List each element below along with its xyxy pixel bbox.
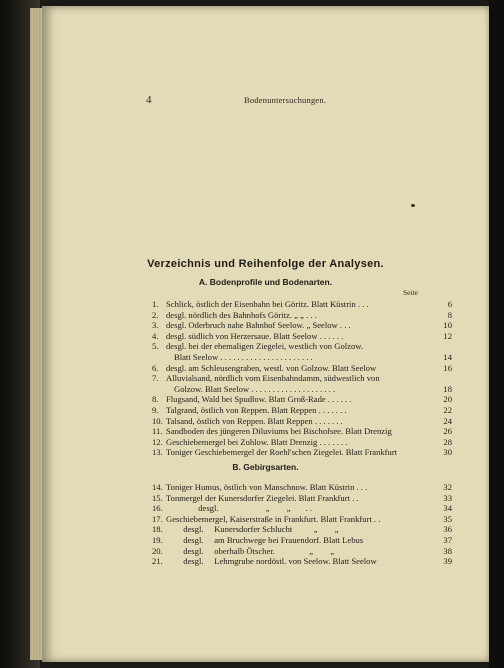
entry-number: 11. bbox=[152, 426, 163, 437]
entry-page: 26 bbox=[443, 426, 452, 437]
entry-page: 6 bbox=[447, 299, 452, 309]
entry-text: Tonmergel der Kunersdorfer Ziegelei. Blatt Frankfurt . . bbox=[166, 492, 359, 503]
entry-number: 8. bbox=[152, 394, 159, 405]
entry-text: Geschiebemergel bei Zohlow. Blatt Drenzig . . . . . . . bbox=[166, 436, 348, 447]
entry-text: desgl. bei der ehemaligen Ziegelei, westlich von Golzow. bbox=[166, 341, 364, 352]
entry-text: desgl. Lehmgrube nordöstl. von Seelow. Blatt Seelow bbox=[166, 556, 377, 567]
entry-text: desgl. „ „ . . bbox=[166, 503, 313, 514]
table-row bbox=[152, 394, 452, 405]
entry-number: 21. bbox=[152, 556, 163, 567]
table-row bbox=[152, 310, 452, 321]
entry-text: Flugsand, Wald bei Spudlow. Blatt Groß-Rade . . . . . . bbox=[166, 394, 352, 405]
table-row bbox=[152, 426, 452, 437]
entry-number: 10. bbox=[152, 415, 163, 426]
table-row bbox=[152, 352, 452, 363]
entry-number: 6. bbox=[152, 362, 159, 373]
table-row bbox=[152, 535, 452, 546]
entry-number: 12. bbox=[152, 436, 163, 447]
entry-text: desgl. südlich von Herzersaue. Blatt Seelow . . . . . . bbox=[166, 330, 344, 341]
table-row bbox=[152, 546, 452, 557]
ink-speck bbox=[411, 204, 415, 207]
table-row bbox=[152, 363, 452, 374]
entry-page: 30 bbox=[443, 447, 452, 458]
table-row bbox=[152, 503, 452, 514]
entry-number: 16. bbox=[152, 503, 163, 514]
entry-text: Schlick, östlich der Eisenbahn bei Göritz. Blatt Küstrin . . . bbox=[166, 299, 369, 309]
page-title: Verzeichnis und Reihenfolge der Analysen. bbox=[147, 258, 384, 270]
entry-text: Alluvialsand, nördlich vom Eisenbahndamm, südwestlich von bbox=[166, 373, 380, 384]
entry-text: Toniger Humus, östlich von Manschnow. Blatt Küstrin . . . bbox=[166, 482, 368, 492]
entry-text: desgl. oberhalb Ötscher. „ „ bbox=[166, 545, 335, 556]
table-row bbox=[152, 416, 452, 427]
entry-page: 33 bbox=[443, 492, 452, 503]
entry-text: desgl. Oderbruch nahe Bahnhof Seelow. „ Seelow . . . bbox=[166, 320, 351, 331]
table-row bbox=[152, 493, 452, 504]
entry-text: Toniger Geschiebemergel der Roehl'schen Ziegelei. Blatt Frankfurt bbox=[166, 447, 398, 458]
table-row bbox=[152, 341, 452, 352]
entry-text: Geschiebemergel, Kaiserstraße in Frankfurt. Blatt Frankfurt . . bbox=[166, 513, 381, 524]
entry-page: 10 bbox=[443, 320, 452, 331]
table-row bbox=[152, 556, 452, 567]
entry-number: 9. bbox=[152, 404, 159, 415]
entry-text: desgl. Kunersdorfer Schlucht „ „ bbox=[166, 524, 339, 535]
entry-page: 16 bbox=[443, 362, 452, 373]
entry-text: Sandboden des jüngeren Diluviums bei Bischofsee. Blatt Drenzig bbox=[166, 426, 392, 437]
table-row bbox=[152, 524, 452, 535]
entry-number: 2. bbox=[152, 309, 159, 320]
entry-page: 14 bbox=[443, 351, 452, 362]
entry-page: 22 bbox=[443, 404, 452, 415]
entry-number: 15. bbox=[152, 492, 163, 503]
entry-page: 39 bbox=[443, 556, 452, 567]
table-row bbox=[152, 299, 452, 310]
entry-page: 18 bbox=[443, 383, 452, 394]
table-row bbox=[152, 482, 452, 493]
entry-page: 28 bbox=[443, 436, 452, 447]
book-page bbox=[42, 6, 489, 662]
entry-text: Talgrand, östlich von Reppen. Blatt Reppen . . . . . . . bbox=[166, 404, 347, 415]
table-row bbox=[152, 384, 452, 395]
entry-text: Golzow. Blatt Seelow . . . . . . . . . . . . . . . . . . . . bbox=[174, 383, 336, 394]
entry-page: 20 bbox=[443, 394, 452, 405]
page-number: 4 bbox=[146, 94, 152, 106]
entry-number: 4. bbox=[152, 330, 159, 341]
table-row bbox=[152, 437, 452, 448]
entry-number: 3. bbox=[152, 320, 159, 331]
running-header bbox=[42, 94, 489, 108]
entry-page: 8 bbox=[447, 309, 452, 320]
section-b-heading: B. Gebirgsarten. bbox=[232, 462, 299, 472]
entry-page: 32 bbox=[443, 482, 452, 492]
entry-text: Blatt Seelow . . . . . . . . . . . . . . . . . . . . . . bbox=[174, 351, 313, 362]
running-title: Bodenuntersuchungen. bbox=[244, 95, 327, 105]
table-row bbox=[152, 405, 452, 416]
entry-page: 38 bbox=[443, 545, 452, 556]
entry-page: 12 bbox=[443, 330, 452, 341]
entry-number: 19. bbox=[152, 534, 163, 545]
entry-number: 20. bbox=[152, 545, 163, 556]
entry-page: 34 bbox=[443, 503, 452, 514]
entry-text: desgl. am Schleusengraben, westl. von Golzow. Blatt Seelow bbox=[166, 362, 377, 373]
entry-number: 14. bbox=[152, 482, 163, 492]
entry-number: 13. bbox=[152, 447, 163, 458]
table-row bbox=[152, 373, 452, 384]
section-a-list bbox=[152, 299, 452, 458]
table-row bbox=[152, 447, 452, 458]
entry-text: desgl. nördlich des Bahnhofs Göritz. „ „ . . . bbox=[166, 309, 317, 320]
entry-number: 17. bbox=[152, 513, 163, 524]
entry-number: 1. bbox=[152, 299, 159, 309]
section-a-heading: A. Bodenprofile und Bodenarten. bbox=[198, 277, 333, 287]
table-row bbox=[152, 514, 452, 525]
entry-page: 36 bbox=[443, 524, 452, 535]
entry-page: 37 bbox=[443, 534, 452, 545]
entry-page: 35 bbox=[443, 513, 452, 524]
column-label-seite: Seite bbox=[403, 288, 418, 297]
scan-border bbox=[489, 0, 504, 668]
table-row bbox=[152, 320, 452, 331]
table-row bbox=[152, 331, 452, 342]
entry-number: 5. bbox=[152, 341, 159, 352]
entry-page: 24 bbox=[443, 415, 452, 426]
entry-number: 7. bbox=[152, 373, 159, 384]
section-b-list bbox=[152, 482, 452, 567]
entry-number: 18. bbox=[152, 524, 163, 535]
entry-text: Talsand, östlich von Reppen. Blatt Reppen . . . . . . . bbox=[166, 415, 343, 426]
entry-text: desgl. am Bruchwege bei Frauendorf. Blatt Lebus bbox=[166, 534, 364, 545]
